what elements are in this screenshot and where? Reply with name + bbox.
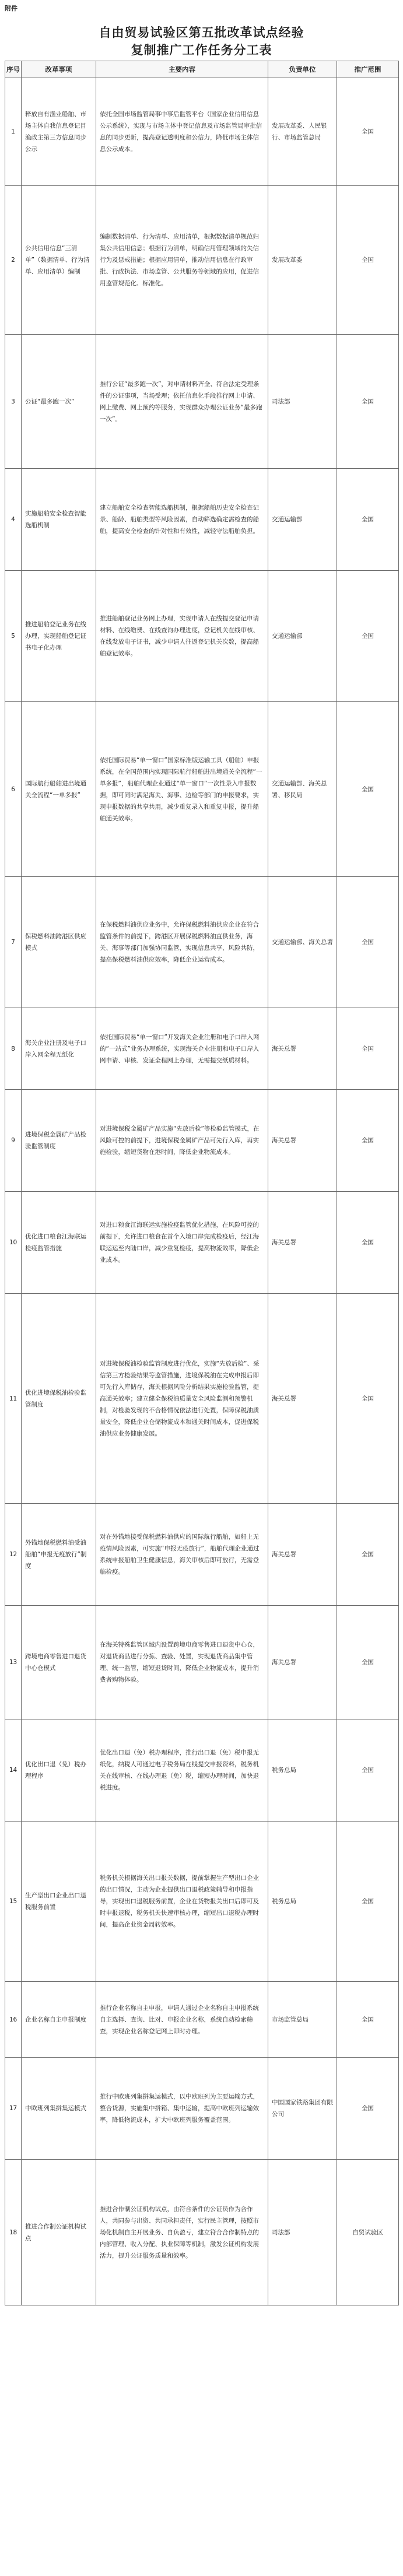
scope: 全国 [337, 469, 399, 571]
table-row [5, 877, 399, 1008]
reform-item: 国际航行船舶进出境通关全流程“一单多报” [22, 702, 96, 877]
reform-item: 优化出口退（免）税办理程序 [22, 1719, 96, 1822]
table-row [5, 1192, 399, 1294]
main-content: 推行中欧班列集拼集运模式，以中欧班列为主要运输方式，整合货源，实施集中拼箱、集中运输，提高中欧班列运输效率，降低物流成本，扩大中欧班列服务覆盖范围。 [96, 2058, 268, 2160]
scope: 全国 [337, 1192, 399, 1294]
table-row [5, 702, 399, 877]
reform-item: 保税燃料油跨港区供应模式 [22, 877, 96, 1008]
reform-item: 优化进口粮食江海联运检疫监管措施 [22, 1192, 96, 1294]
row-number: 18 [5, 2160, 22, 2305]
reform-item: 海关企业注册及电子口岸入网全程无纸化 [22, 1008, 96, 1090]
scope: 全国 [337, 2058, 399, 2160]
main-content: 依托国际贸易“单一窗口”开发海关企业注册和电子口岸入网的“一站式”业务办理系统，实现海关企业注册和电子口岸入网申请、审核、发证全程网上办理，无需提交纸质材料。 [96, 1008, 268, 1090]
reform-item: 公证“最多跑一次” [22, 335, 96, 469]
document-title-line1: 自由贸易试验区第五批改革试点经验 [99, 25, 304, 40]
main-content: 推进合作制公证机构试点，由符合条件的公证员作为合作人，共同参与出资、共同承担责任，实行民主管理，按照市场化机制自主开展业务、自负盈亏，建立符合合作制特点的内部管理、收入分配、执业保障等机制，激发公证机构发展活力，提升公证服务质量和效率。 [96, 2160, 268, 2305]
header-number: 序号 [5, 61, 22, 78]
table-row [5, 1822, 399, 1982]
row-number: 8 [5, 1008, 22, 1090]
scope: 全国 [337, 1982, 399, 2058]
responsible-unit: 税务总局 [268, 1822, 337, 1982]
scope: 全国 [337, 1822, 399, 1982]
responsible-unit: 交通运输部 [268, 469, 337, 571]
row-number: 13 [5, 1606, 22, 1719]
main-content: 对进境保税金属矿产品实施“先放后检”等检验监管模式，在风险可控的前提下，进境保税金属矿产品可先行入库，再实施检验，缩短货物在港时间，降低企业物流成本。 [96, 1090, 268, 1192]
responsible-unit: 海关总署 [268, 1192, 337, 1294]
scope: 全国 [337, 1504, 399, 1606]
scope: 全国 [337, 335, 399, 469]
responsible-unit: 中国国家铁路集团有限公司 [268, 2058, 337, 2160]
table-row [5, 78, 399, 186]
row-number: 6 [5, 702, 22, 877]
header-scope: 推广范围 [337, 61, 399, 78]
attachment-label: 附件 [5, 5, 17, 12]
responsible-unit: 司法部 [268, 335, 337, 469]
main-content: 推行公证“最多跑一次”，对申请材料齐全、符合法定受理条件的公证事项，当场受理；依托信息化手段推行网上申请、网上缴费、网上预约等服务，实现群众办理公证业务“最多跑一次”。 [96, 335, 268, 469]
reform-item: 跨境电商零售进口退货中心仓模式 [22, 1606, 96, 1719]
responsible-unit: 海关总署 [268, 1504, 337, 1606]
row-number: 11 [5, 1294, 22, 1504]
reform-item: 生产型出口企业出口退税服务前置 [22, 1822, 96, 1982]
reform-item: 公共信用信息“三清单”（数据清单、行为清单、应用清单）编制 [22, 186, 96, 335]
row-number: 1 [5, 78, 22, 186]
main-content: 对进境保税油检验监管制度进行优化，实施“先放后检”、采信第三方检验结果等监管措施，进境保税油在完成申报后即可先行入库储存，海关根据风险分析结果实施检验监管，提高通关效率；建立健全保税油质量安全风险监测和预警机制，对检验发现的不合格情况依法进行处置，保障保税油质量安全，降低企业仓储物流成本和通关时间成本，促进保税油供应业务健康发展。 [96, 1294, 268, 1504]
reform-item: 中欧班列集拼集运模式 [22, 2058, 96, 2160]
responsible-unit: 税务总局 [268, 1719, 337, 1822]
table-row [5, 1719, 399, 1822]
scope: 全国 [337, 702, 399, 877]
scope: 全国 [337, 78, 399, 186]
table-row [5, 2058, 399, 2160]
reform-item: 实施船舶安全检查智能选船机制 [22, 469, 96, 571]
task-division-table [5, 61, 399, 2305]
responsible-unit: 市场监管总局 [268, 1982, 337, 2058]
header-reform-item: 改革事项 [22, 61, 96, 78]
main-content: 推进船舶登记业务网上办理，实现申请人在线提交登记申请材料、在线缴费、在线查询办理进度，登记机关在线审核、在线发放电子证书，减少申请人往返登记机关次数，提高船舶登记效率。 [96, 571, 268, 702]
row-number: 3 [5, 335, 22, 469]
row-number: 14 [5, 1719, 22, 1822]
reform-item: 推进合作制公证机构试点 [22, 2160, 96, 2305]
responsible-unit: 海关总署 [268, 1606, 337, 1719]
row-number: 4 [5, 469, 22, 571]
row-number: 16 [5, 1982, 22, 2058]
document-title-line2: 复制推广工作任务分工表 [131, 43, 272, 57]
main-content: 编制数据清单、行为清单、应用清单，根据数据清单规范归集公共信用信息；根据行为清单，明确信用管理领域的失信行为及惩戒措施；根据应用清单，推动信用信息在行政审批、行政执法、市场监管、公共服务等领域的应用，促进信用监管规范化、标准化。 [96, 186, 268, 335]
table-row [5, 335, 399, 469]
main-content: 在海关特殊监管区域内设置跨境电商零售进口退货中心仓，对退货商品进行分拣、查验、处置，实现退货商品集中管理、统一监管，缩短退货时间，降低企业物流成本，提升消费者购物体验。 [96, 1606, 268, 1719]
main-content: 对在外锚地接受保税燃料油供应的国际航行船舶，如船上无疫情风险因素，可实施“申报无疫放行”，船舶代理企业通过系统申报船舶卫生健康信息，海关审核后即可放行，无需登临检疫。 [96, 1504, 268, 1606]
responsible-unit: 海关总署 [268, 1008, 337, 1090]
header-responsible-unit: 负责单位 [268, 61, 337, 78]
scope: 自贸试验区 [337, 2160, 399, 2305]
main-content: 建立船舶安全检查智能选船机制，根据船舶历史安全检查记录、船龄、船舶类型等风险因素，自动筛选确定需检查的船舶，提高安全检查的针对性和有效性，减轻守法船舶负担。 [96, 469, 268, 571]
main-content: 优化出口退（免）税办理程序，推行出口退（免）税申报无纸化，纳税人可通过电子税务局在线提交申报资料，税务机关在线审核、在线办理退（免）税，缩短办理时间，加快退税进度。 [96, 1719, 268, 1822]
main-content: 在保税燃料油供应业务中，允许保税燃料油供应企业在符合监管条件的前提下，跨港区开展保税燃料油直供业务，海关、海事等部门加强协同监管，实现信息共享、风险共防，提高保税燃料油供应效率，降低企业运营成本。 [96, 877, 268, 1008]
row-number: 17 [5, 2058, 22, 2160]
table-row [5, 469, 399, 571]
reform-item: 优化进境保税油检验监管制度 [22, 1294, 96, 1504]
reform-item: 进境保税金属矿产品检验监管制度 [22, 1090, 96, 1192]
table-row [5, 186, 399, 335]
main-content: 对进口粮食江海联运实施检疫监管优化措施，在风险可控的前提下，允许进口粮食在首个入境口岸完成检疫后，经江海联运运至内陆口岸，减少重复检疫，提高物流效率，降低企业成本。 [96, 1192, 268, 1294]
responsible-unit: 海关总署 [268, 1090, 337, 1192]
main-content: 依托国际贸易“单一窗口”国家标准版运输工具（船舶）申报系统，在全国范围内实现国际航行船舶进出境通关全流程“一单多报”，船舶代理企业通过“单一窗口”一次性录入申报数据，即可同时满足海关、海事、边检等部门的申报要求，实现申报数据的共享共用，减少重复录入和重复申报，提升船舶通关效率。 [96, 702, 268, 877]
table-row [5, 1606, 399, 1719]
main-content: 推行企业名称自主申报，申请人通过企业名称自主申报系统自主选择、查询、比对、申报企业名称，系统自动检索筛查，实现企业名称登记网上即时办理。 [96, 1982, 268, 2058]
row-number: 15 [5, 1822, 22, 1982]
table-row [5, 1090, 399, 1192]
row-number: 7 [5, 877, 22, 1008]
table-row [5, 571, 399, 702]
row-number: 9 [5, 1090, 22, 1192]
responsible-unit: 发展改革委 [268, 186, 337, 335]
scope: 全国 [337, 1294, 399, 1504]
reform-item: 企业名称自主申报制度 [22, 1982, 96, 2058]
responsible-unit: 发展改革委、人民银行、市场监管总局 [268, 78, 337, 186]
scope: 全国 [337, 1008, 399, 1090]
reform-item: 释放自有渔业船舶、市场主体自我信息登记目渔政主第三方信息同步公示 [22, 78, 96, 186]
scope: 全国 [337, 186, 399, 335]
table-row [5, 1504, 399, 1606]
scope: 全国 [337, 1606, 399, 1719]
table-row [5, 1008, 399, 1090]
row-number: 12 [5, 1504, 22, 1606]
scope: 全国 [337, 1090, 399, 1192]
reform-item: 推进船舶登记业务在线办理，实现船舶登记证书电子化办理 [22, 571, 96, 702]
scope: 全国 [337, 877, 399, 1008]
row-number: 2 [5, 186, 22, 335]
reform-item: 外锚地保税燃料油受油船舶“申报无疫放行”制度 [22, 1504, 96, 1606]
header-main-content: 主要内容 [96, 61, 268, 78]
row-number: 5 [5, 571, 22, 702]
responsible-unit: 交通运输部、海关总署 [268, 877, 337, 1008]
main-content: 税务机关根据海关出口报关数据，提前掌握生产型出口企业的出口情况，主动为企业提供出口退税政策辅导和申报指导，实现出口退税服务前置，企业在货物报关出口后即可及时申报退税，税务机关快速审核办理，缩短出口退税办理时间，提高企业资金周转效率。 [96, 1822, 268, 1982]
responsible-unit: 司法部 [268, 2160, 337, 2305]
table-row [5, 2160, 399, 2305]
scope: 全国 [337, 571, 399, 702]
responsible-unit: 海关总署 [268, 1294, 337, 1504]
table-row [5, 1294, 399, 1504]
row-number: 10 [5, 1192, 22, 1294]
scope: 全国 [337, 1719, 399, 1822]
table-header-row [5, 61, 399, 78]
table-row [5, 1982, 399, 2058]
responsible-unit: 交通运输部 [268, 571, 337, 702]
responsible-unit: 交通运输部、海关总署、移民局 [268, 702, 337, 877]
main-content: 依托全国市场监管局事中事后监管平台（国家企业信用信息公示系统），实现与市场主体中登记信息及市场监管局审批信息的同步更新，提高登记透明度和公信力，降低市场主体信息公示成本。 [96, 78, 268, 186]
